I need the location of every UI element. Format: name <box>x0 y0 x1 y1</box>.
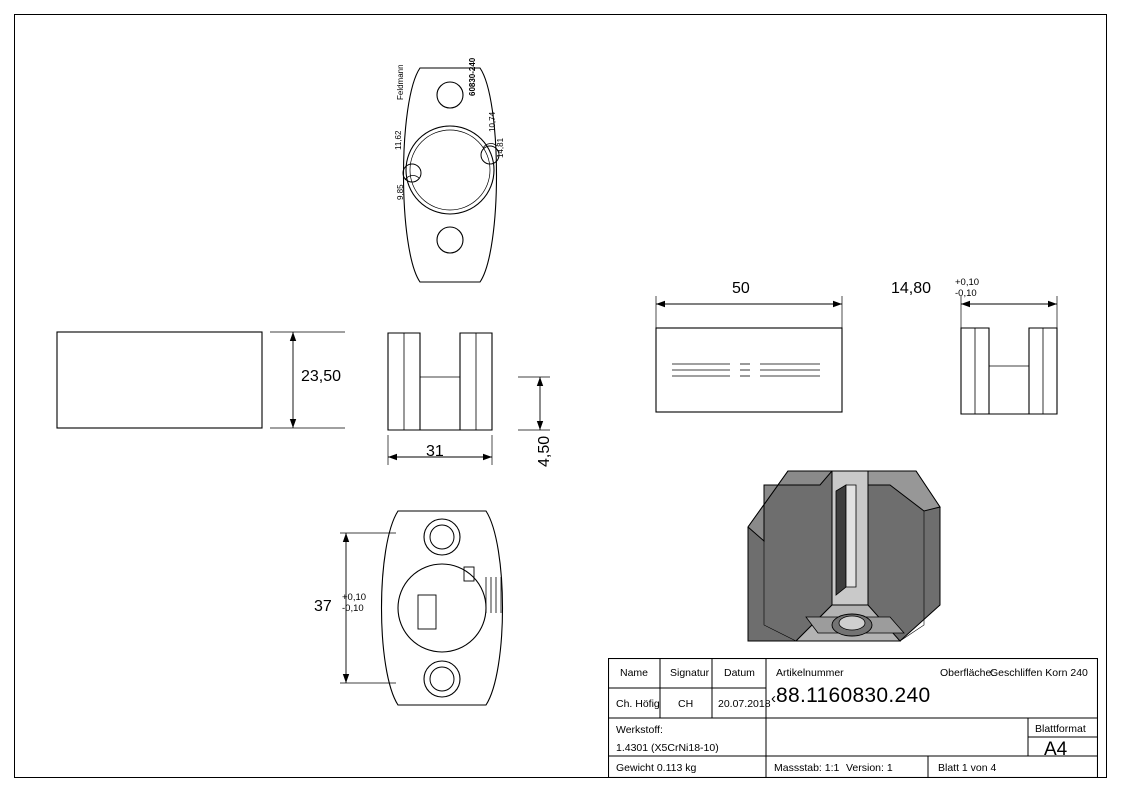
werkstoff-label: Werkstoff: <box>616 724 663 736</box>
circle-mark-0: 11,62 <box>394 130 403 150</box>
brand-label: Feldmann <box>396 64 405 100</box>
isometric-view <box>740 455 960 660</box>
werkstoff-value: 1.4301 (X5CrNi18-10) <box>616 742 719 754</box>
version: Version: 1 <box>846 762 893 774</box>
massstab: Massstab: 1:1 <box>774 762 840 774</box>
circle-mark-1: 10,74 <box>488 111 497 132</box>
circle-mark-3: 14,81 <box>496 137 505 158</box>
front-view-left <box>55 330 345 490</box>
header-datum: Datum <box>724 667 755 679</box>
part-stamp: 60830-240 <box>468 57 477 96</box>
dim-length-top: 50 <box>732 280 750 297</box>
row-name: Ch. Höfig <box>616 698 660 710</box>
header-signatur: Signatur <box>670 667 710 679</box>
blattformat-value: A4 <box>1044 739 1068 760</box>
dim-height-front: 23,50 <box>301 368 342 385</box>
row-datum: 20.07.2018 <box>718 698 771 710</box>
dim-slot-width-tol-upper: +0,10 <box>955 277 980 288</box>
header-name: Name <box>620 667 649 679</box>
dim-height-bottom-tol-upper: +0,10 <box>342 592 367 603</box>
right-side-view <box>885 277 1065 432</box>
right-front-view <box>650 282 850 432</box>
header-oberflaeche-label: Oberfläche: <box>940 667 995 679</box>
header-artikelnummer: Artikelnummer <box>776 667 844 679</box>
blattformat-label: Blattformat <box>1035 723 1086 735</box>
article-number-prefix-icon: ‹ <box>771 690 776 707</box>
dim-height-bottom-tol-lower: -0,10 <box>342 603 364 614</box>
dim-slot-width-tol-lower: -0,10 <box>955 288 977 299</box>
blatt: Blatt 1 von 4 <box>938 762 997 774</box>
bottom-plan-view <box>314 505 560 725</box>
title-block <box>608 658 1098 778</box>
dim-slot-width: 14,80 <box>891 280 932 297</box>
article-number: 88.1160830.240 <box>776 684 931 707</box>
header-oberflaeche-value: Geschliffen Korn 240 <box>990 667 1088 679</box>
gewicht: Gewicht 0.113 kg <box>616 762 697 774</box>
dim-height-bottom: 37 <box>314 598 332 615</box>
side-view-u-profile <box>378 325 578 505</box>
dim-slot-depth: 4,50 <box>536 435 553 467</box>
top-plan-view <box>380 57 520 290</box>
dim-width-side: 31 <box>426 443 444 460</box>
row-signatur: CH <box>678 698 694 710</box>
circle-mark-2: 9,85 <box>396 184 405 200</box>
